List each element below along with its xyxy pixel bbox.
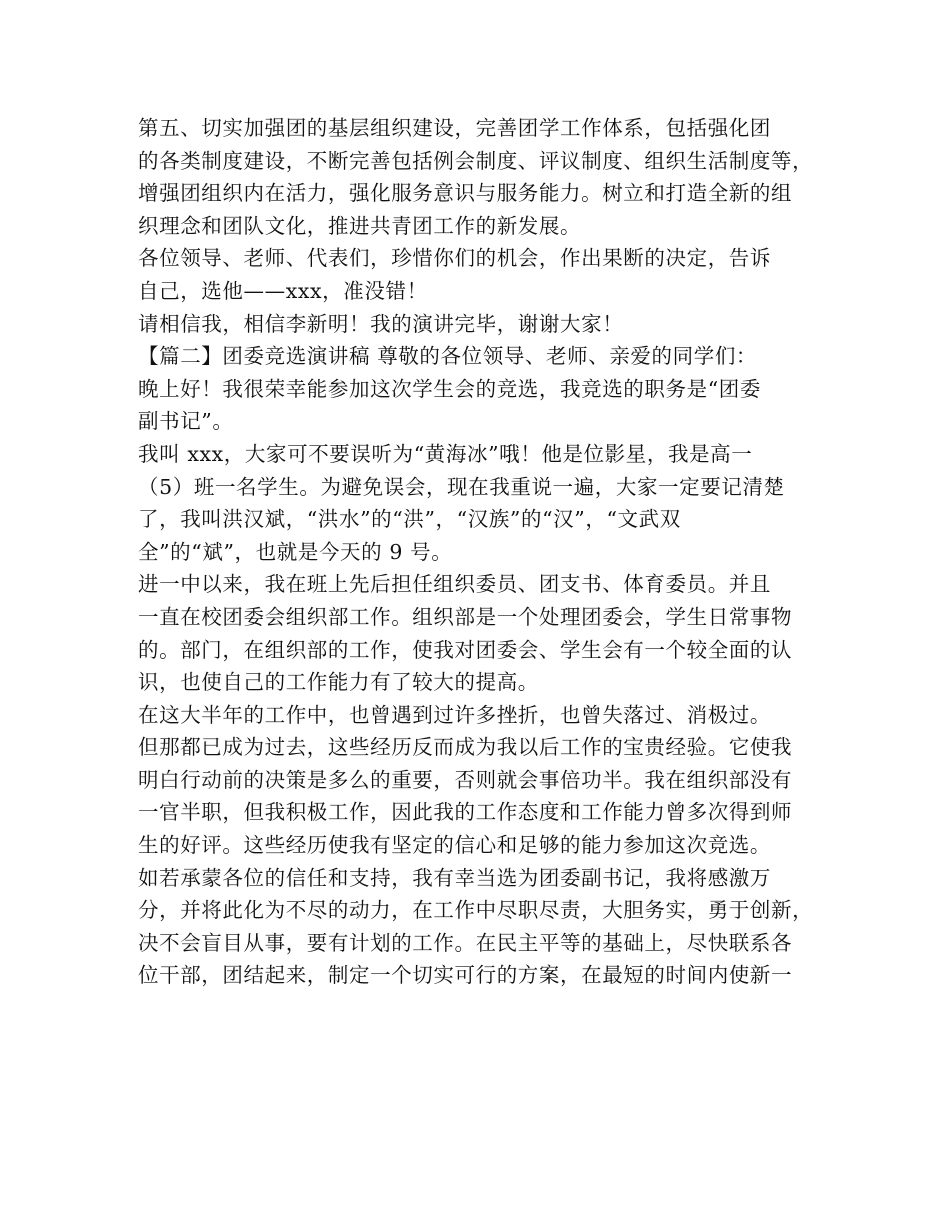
text-line: 我叫 xxx，大家可不要误听为“黄海冰”哦！他是位影星，我是高一 [138, 441, 753, 466]
text-line: 但那都已成为过去，这些经历反而成为我以后工作的宝贵经验。它使我 [138, 735, 793, 760]
text-line: 位干部，团结起来，制定一个切实可行的方案，在最短的时间内使新一 [138, 963, 793, 988]
text-line: 生的好评。这些经历使我有坚定的信心和足够的能力参加这次竞选。 [138, 833, 771, 858]
text-line: 自己，选他——xxx，准没错！ [138, 278, 428, 303]
text-line: 明白行动前的决策是多么的重要，否则就会事倍功半。我在组织部没有 [138, 767, 793, 792]
text-line: 的各类制度建设，不断完善包括例会制度、评议制度、组织生活制度等， [138, 148, 814, 173]
text-line: 一直在校团委会组织部工作。组织部是一个处理团委会，学生日常事物 [138, 604, 793, 629]
text-line: 第五、切实加强团的基层组织建设，完善团学工作体系，包括强化团 [138, 116, 771, 140]
document-body [138, 112, 828, 992]
text-line: 请相信我，相信李新明！我的演讲完毕，谢谢大家！ [138, 311, 624, 336]
text-line: 全”的“斌”，也就是今天的 9 号。 [138, 539, 453, 564]
text-line: 织理念和团队文化，推进共青团工作的新发展。 [138, 213, 582, 238]
text-line: 各位领导、老师、代表们，珍惜你们的机会，作出果断的决定，告诉 [138, 246, 771, 271]
text-line: 分，并将此化为不尽的动力，在工作中尽职尽责，大胆务实，勇于创新， [138, 898, 814, 923]
text-line: 晚上好！我很荣幸能参加这次学生会的竞选，我竞选的职务是“团委 [138, 376, 761, 401]
text-line: 识，也使自己的工作能力有了较大的提高。 [138, 670, 539, 695]
section-heading-line: 【篇二】团委竞选演讲稿 尊敬的各位领导、老师、亲爱的同学们： [138, 344, 758, 369]
text-line: 副书记”。 [138, 409, 234, 434]
text-line: 的。部门，在组织部的工作，使我对团委会、学生会有一个较全面的认 [138, 637, 793, 662]
text-line: 决不会盲目从事，要有计划的工作。在民主平等的基础上，尽快联系各 [138, 930, 793, 955]
text-line: 增强团组织内在活力，强化服务意识与服务能力。树立和打造全新的组 [138, 181, 793, 206]
text-line: 在这大半年的工作中，也曾遇到过许多挫折，也曾失落过、消极过。 [138, 702, 771, 727]
text-line: 如若承蒙各位的信任和支持，我有幸当选为团委副书记，我将感激万 [138, 865, 771, 890]
text-line: （5）班一名学生。为避免误会，现在我重说一遍，大家一定要记清楚 [138, 474, 785, 499]
text-line: 了，我叫洪汉斌，“洪水”的“洪”，“汉族”的“汉”，“文武双 [138, 507, 681, 532]
text-line: 进一中以来，我在班上先后担任组织委员、团支书、体育委员。并且 [138, 572, 771, 597]
text-line: 一官半职，但我积极工作，因此我的工作态度和工作能力曾多次得到师 [138, 800, 793, 825]
